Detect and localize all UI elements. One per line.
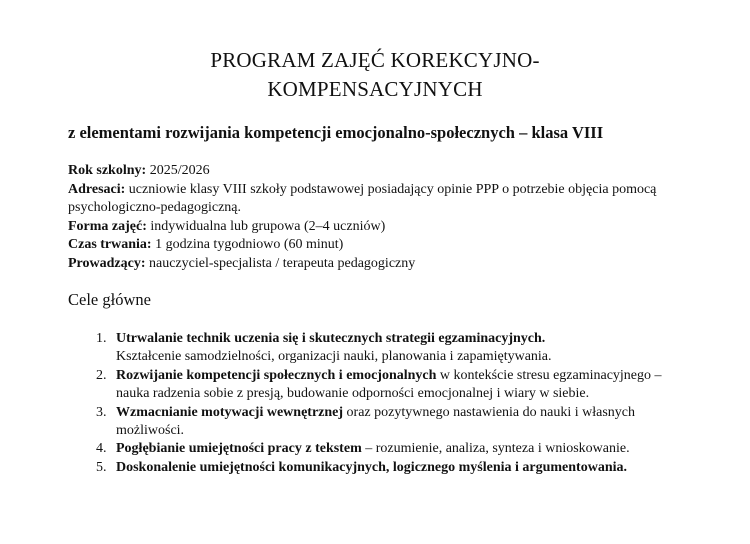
- info-label: Prowadzący:: [68, 255, 146, 271]
- goal-text: oraz pozytywnego nastawienia do nauki i własnych możliwości.: [116, 404, 636, 439]
- goal-lead: Pogłębianie umiejętności pracy z tekstem: [116, 441, 362, 457]
- info-label: Czas trwania:: [68, 237, 152, 252]
- goal-lead: Rozwijanie kompetencji społecznych i emocjonalnych: [116, 367, 437, 383]
- info-row-teacher: [68, 255, 718, 274]
- info-label: Rok szkolny:: [68, 163, 147, 178]
- goal-item: [96, 459, 696, 477]
- goal-text: – rozumienie, analiza, synteza i wnioskowanie.: [361, 441, 630, 457]
- info-label: Adresaci:: [68, 181, 126, 197]
- document-subtitle: z elementami rozwijania kompetencji emocjonalno-społecznych – klasa VIII: [68, 123, 604, 142]
- goal-item: [96, 440, 696, 458]
- goal-number: 3.: [96, 404, 107, 420]
- info-row-recipients: [68, 181, 718, 218]
- info-row-duration: [68, 236, 718, 255]
- goal-number: 5.: [96, 459, 107, 475]
- goal-item: [96, 367, 696, 404]
- info-block: [68, 162, 718, 273]
- info-label: Forma zajęć:: [68, 218, 147, 234]
- info-value: 2025/2026: [149, 163, 210, 178]
- info-value: 1 godzina tygodniowo (60 minut): [155, 237, 344, 252]
- goal-lead: Wzmacnianie motywacji wewnętrznej: [116, 404, 344, 420]
- title-line-1: PROGRAM ZAJĘĆ KOREKCYJNO-: [210, 48, 540, 72]
- goals-heading: Cele główne: [68, 290, 151, 309]
- info-value: nauczyciel-specjalista / terapeuta pedagogiczny: [149, 255, 416, 271]
- goal-item: [96, 330, 696, 367]
- info-value: indywidualna lub grupowa (2–4 uczniów): [150, 218, 386, 234]
- goal-lead: Utrwalanie technik uczenia się i skutecznych strategii egzaminacyjnych.: [116, 331, 546, 346]
- goal-item: [96, 404, 696, 441]
- goals-list: [96, 330, 696, 477]
- info-row-form: [68, 218, 718, 237]
- goal-number: 2.: [96, 367, 107, 383]
- goal-text: w kontekście stresu egzaminacyjnego – nauka radzenia sobie z presją, budowanie odporności emocjonalnej i wiary w siebie.: [116, 367, 662, 402]
- goal-text-continued: Kształcenie samodzielności, organizacji nauki, planowania i zapamiętywania.: [116, 349, 552, 365]
- goal-number: 4.: [96, 441, 107, 457]
- title-line-2: KOMPENSACYJNYCH: [267, 77, 483, 101]
- info-value: uczniowie klasy VIII szkoły podstawowej posiadający opinie PPP o potrzebie objęcia pomocą psychologiczno-pedagogiczną.: [68, 181, 657, 215]
- goal-lead: Doskonalenie umiejętności komunikacyjnych, logicznego myślenia i argumentowania.: [116, 459, 628, 475]
- info-row-school-year: [68, 162, 718, 181]
- goal-number: 1.: [96, 331, 107, 346]
- document-title: [0, 46, 750, 104]
